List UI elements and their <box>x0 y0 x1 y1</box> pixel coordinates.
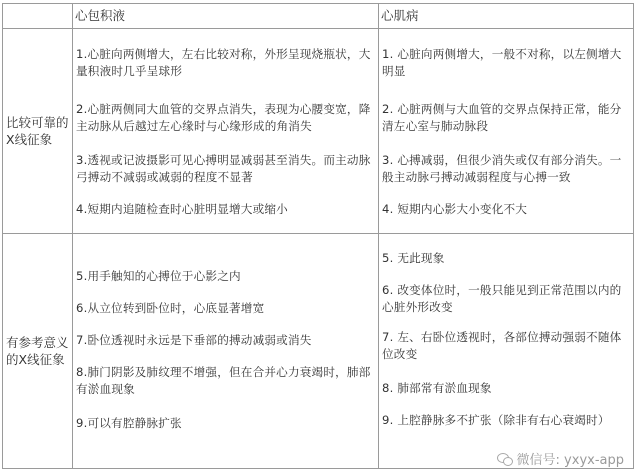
pericardial-sign-3: 3.透视或记波摄影可见心搏明显减弱甚至消失。而主动脉弓搏动不减弱或减弱的程度不显著 <box>76 153 371 184</box>
column-divider <box>72 4 73 468</box>
pericardial-sign-9: 9.可以有腔静脉扩张 <box>76 416 182 430</box>
pericardial-sign-1: 1.心脏向两侧增大，左右比较对称，外形呈现烧瓶状，大量积液时几乎呈球形 <box>76 47 371 78</box>
pericardial-sign-4: 4.短期内追随检查时心脏明显增大或缩小 <box>76 202 288 216</box>
header-corner-cell <box>3 4 72 28</box>
row-label-text: 比较可靠的X线征象 <box>6 115 69 147</box>
pericardial-sign-5: 5.用手触知的心搏位于心影之内 <box>76 269 241 283</box>
column-divider <box>378 4 379 468</box>
pericardial-sign-7: 7.卧位透视时永远是下垂部的搏动减弱或消失 <box>76 333 312 347</box>
pericardial-sign-2: 2.心脏两侧同大血管的交界点消失，表现为心腰变宽，降主动脉从后越过左心缘时与心缘形成的角消失 <box>76 102 371 133</box>
cardiomyopathy-sign-6: 6. 改变体位时，一般只能见到正常范围以内的心脏外形改变 <box>382 283 622 314</box>
cardiomyopathy-sign-8: 8. 肺部常有淤血现象 <box>382 381 492 395</box>
column-header-cardiomyopathy: 心肌病 <box>381 8 419 23</box>
column-header-pericardial-effusion: 心包积液 <box>75 8 126 23</box>
pericardial-sign-6: 6.从立位转到卧位时，心底显著增宽 <box>76 301 265 315</box>
cardiomyopathy-sign-5: 5. 无此现象 <box>382 251 445 265</box>
watermark <box>497 449 624 468</box>
cardiomyopathy-sign-4: 4. 短期内心影大小变化不大 <box>382 202 528 216</box>
wechat-icon <box>497 452 513 466</box>
cardiomyopathy-sign-9: 9. 上腔静脉多不扩张（除非有右心衰竭时） <box>382 413 610 427</box>
comparison-table <box>2 3 634 469</box>
watermark-text: 微信号: yxyx-app <box>516 453 624 468</box>
pericardial-sign-8: 8.肺门阴影及肺纹理不增强，但在合并心力衰竭时，肺部有淤血现象 <box>76 365 371 396</box>
row-label-reliable-signs <box>6 29 70 233</box>
row-label-reference-signs <box>6 234 70 468</box>
cardiomyopathy-sign-2: 2. 心脏两侧与大血管的交界点保持正常，能分清左心室与肺动脉段 <box>382 102 622 133</box>
row-divider <box>3 233 633 234</box>
cardiomyopathy-sign-1: 1. 心脏向两侧增大，一般不对称，以左侧增大明显 <box>382 47 622 78</box>
row-label-text: 有参考意义的X线征象 <box>6 335 69 367</box>
cardiomyopathy-sign-7: 7. 左、右卧位透视时，各部位搏动强弱不随体位改变 <box>382 330 622 361</box>
cardiomyopathy-sign-3: 3. 心搏减弱，但很少消失或仅有部分消失。一般主动脉弓搏动减弱程度与心搏一致 <box>382 153 622 184</box>
row-divider <box>3 28 633 29</box>
